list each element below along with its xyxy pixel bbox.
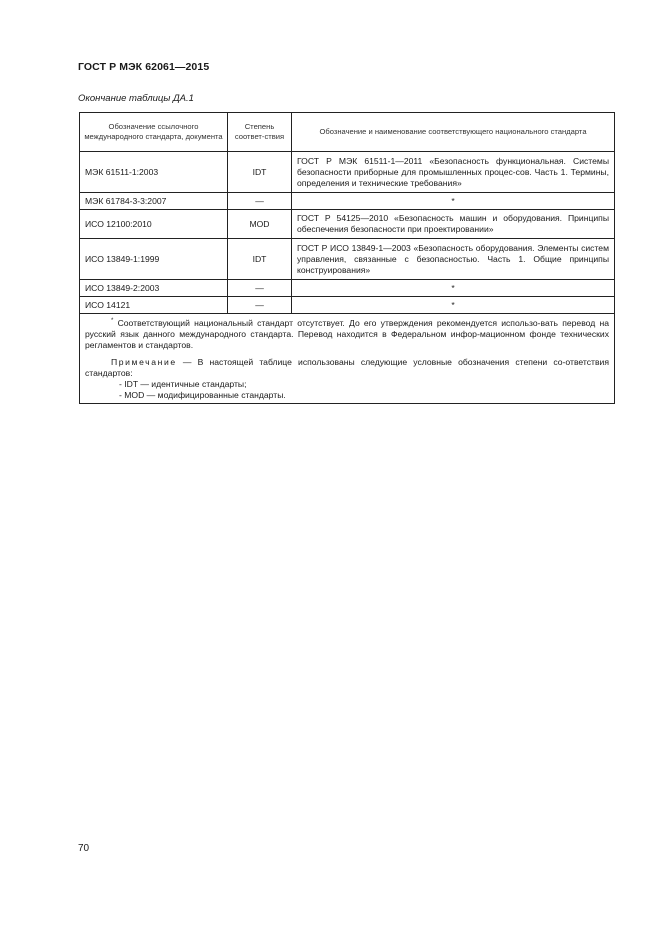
note-label: Примечание <box>111 357 177 367</box>
cell-reference: МЭК 61784-3-3:2007 <box>80 193 228 210</box>
table-caption: Окончание таблицы ДА.1 <box>78 93 194 104</box>
cell-degree: — <box>228 193 292 210</box>
cell-national: * <box>292 193 615 210</box>
cell-reference: ИСО 13849-2:2003 <box>80 280 228 297</box>
cell-national: ГОСТ Р 54125—2010 «Безопасность машин и оборудования. Принципы обеспечения безопасности при проектировании» <box>292 210 615 239</box>
header-reference-standard: Обозначение ссылочного международного стандарта, документа <box>80 113 228 152</box>
list-item: - MOD — модифицированные стандарты. <box>119 390 286 400</box>
cell-reference: ИСО 14121 <box>80 297 228 314</box>
header-degree-of-compliance: Степень соответ-ствия <box>228 113 292 152</box>
table-row <box>80 239 615 280</box>
cell-degree: — <box>228 297 292 314</box>
cell-national: ГОСТ Р МЭК 61511-1—2011 «Безопасность функциональная. Системы безопасности приборные для промышленных процес-сов. Часть 1. Термины, определения и технические требования» <box>292 152 615 193</box>
document-header-title: ГОСТ Р МЭК 62061—2015 <box>78 61 210 73</box>
cell-reference: МЭК 61511-1:2003 <box>80 152 228 193</box>
table-row <box>80 280 615 297</box>
standards-table <box>79 112 615 404</box>
cell-degree: MOD <box>228 210 292 239</box>
cell-degree: IDT <box>228 152 292 193</box>
footnote-text: Соответствующий национальный стандарт отсутствует. До его утверждения рекомендуется использо-вать перевод на русский язык данного международного стандарта. Перевод находится в Федеральном инфор-мационном фонде технических регламентов и стандартов. <box>85 318 609 350</box>
table-row <box>80 193 615 210</box>
cell-national: * <box>292 280 615 297</box>
table-notes-cell <box>80 314 615 404</box>
table-note <box>85 357 609 379</box>
cell-reference: ИСО 12100:2010 <box>80 210 228 239</box>
cell-national: * <box>292 297 615 314</box>
list-item: - IDT — идентичные стандарты; <box>119 379 247 389</box>
table-row <box>80 297 615 314</box>
cell-degree: IDT <box>228 239 292 280</box>
cell-national: ГОСТ Р ИСО 13849-1—2003 «Безопасность оборудования. Элементы систем управления, связанные с безопасностью. Часть 1. Общие принципы конструирования» <box>292 239 615 280</box>
table-header-row <box>80 113 615 152</box>
table-footnote <box>85 316 609 351</box>
table-row <box>80 152 615 193</box>
cell-reference: ИСО 13849-1:1999 <box>80 239 228 280</box>
cell-degree: — <box>228 280 292 297</box>
note-list <box>85 379 609 401</box>
note-text: — В настоящей таблице использованы следующие условные обозначения степени со-ответствия стандартов: <box>85 357 609 378</box>
header-national-standard: Обозначение и наименование соответствующего национального стандарта <box>292 113 615 152</box>
table-notes-row <box>80 314 615 404</box>
page-number: 70 <box>78 843 90 854</box>
footnote-mark: * <box>111 318 114 324</box>
table-row <box>80 210 615 239</box>
